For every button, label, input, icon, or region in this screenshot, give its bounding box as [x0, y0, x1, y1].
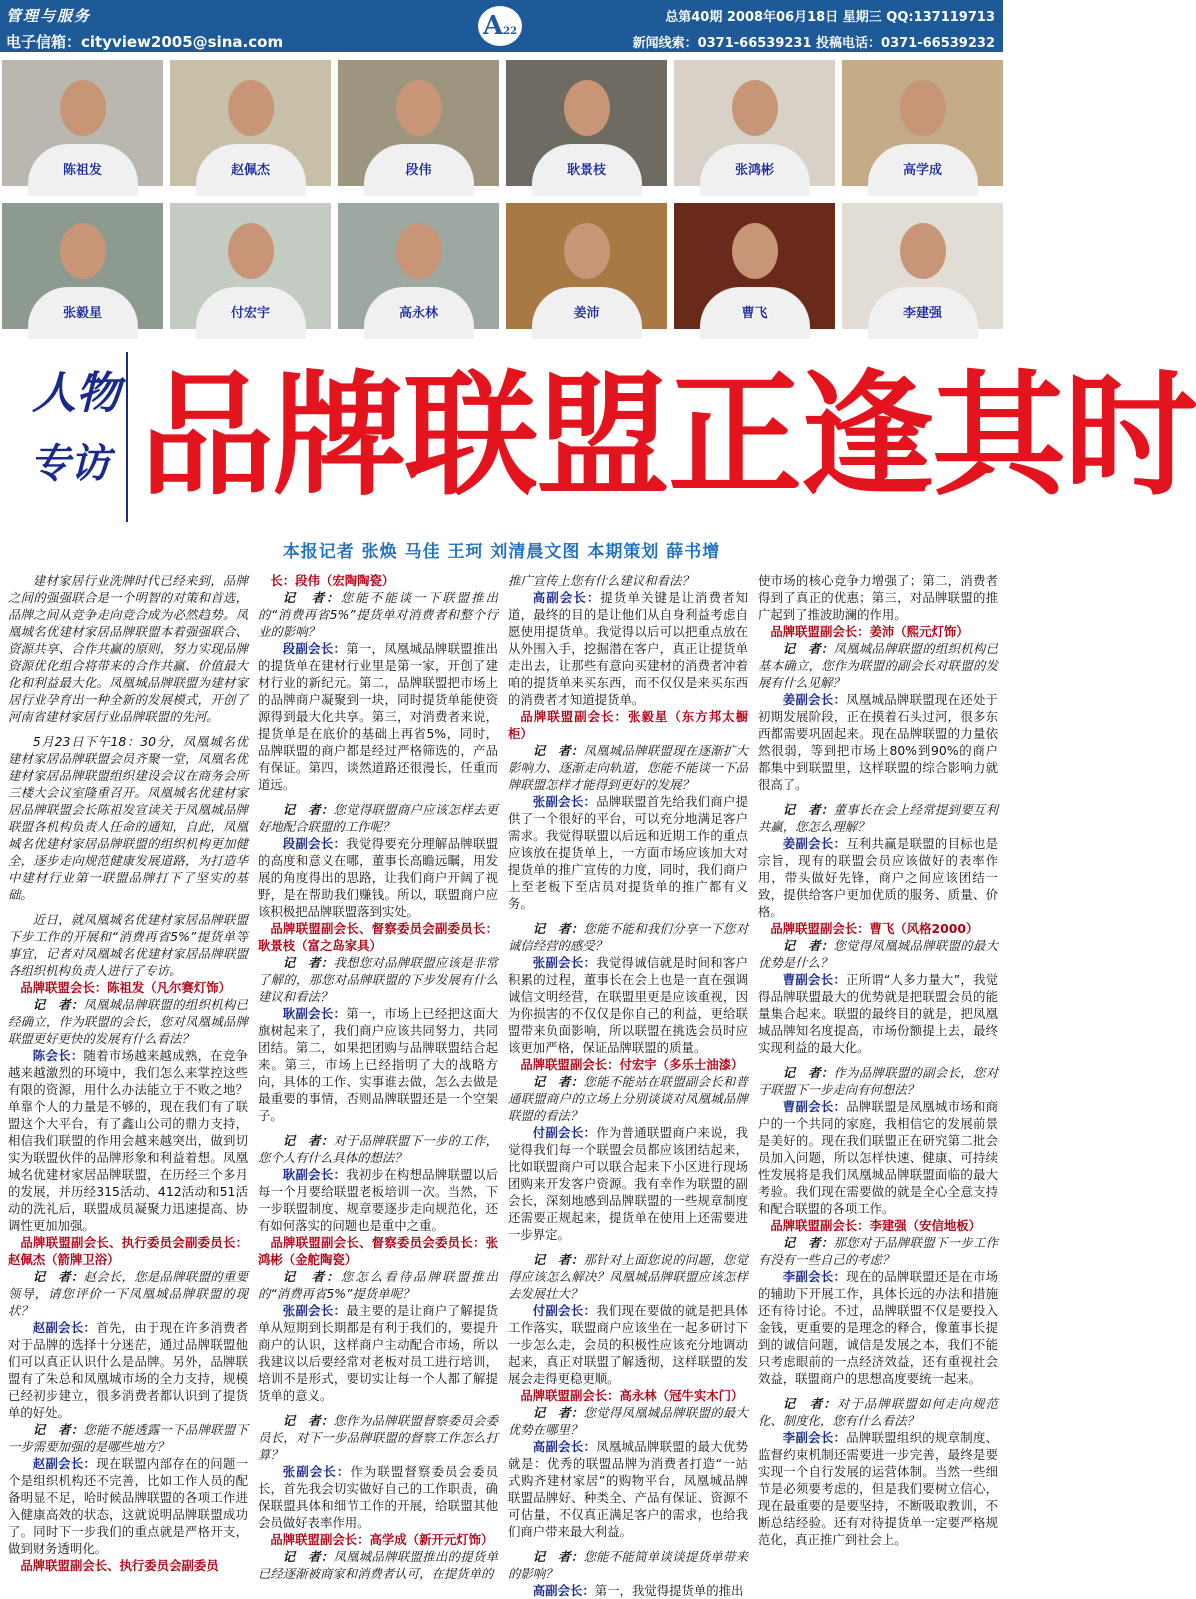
person-head-shape — [900, 223, 946, 279]
portrait-caption: 赵佩杰 — [230, 163, 270, 178]
section-heading: 品牌联盟副会长：高学成（新开元灯饰） — [270, 1532, 494, 1547]
question: 记 者：您能不能和我们分享一下您对诚信经营的感受？ — [508, 921, 748, 953]
section-heading: 品牌联盟副会长、执行委员会副委员 — [20, 1558, 219, 1573]
portrait-caption: 段伟 — [405, 163, 432, 178]
kicker-zhuanfang: 专访 — [30, 440, 110, 487]
person-head-shape — [60, 80, 106, 136]
portrait-photo — [338, 203, 499, 329]
question: 记 者：您觉得凤凰城品牌联盟的最大优势在哪里？ — [508, 1405, 748, 1437]
portrait-caption: 耿景枝 — [566, 163, 606, 178]
answer: 耿副会长：第一，市场上已经把这面大旗树起来了，我们商户应该共同努力，共同团结。第二，如果把团购与品牌联盟结合起来。第三，市场上已经指明了大的战略方向，具体的工作、实事谁去做，怎么去做是最重要的事情，否则品牌联盟还是一个空架子。 — [258, 1006, 499, 1123]
section-heading: 品牌联盟副会长、督察委员会委员长：张鸿彬（金舵陶瓷） — [258, 1235, 498, 1267]
hotline-line: 新闻线索：0371-66539231 投稿电话：0371-66539232 — [632, 36, 995, 51]
answer: 高副会长：提货单关键是让消费者知道，最终的目的是让他们从自身利益考虑自愿使用提货单。我觉得以后可以把重点放在从外围入手，挖掘潜在客户，真正让提货单走出去，让那些有意向买建材的消费者冲着咱的提货单来买东西，而不仅仅是来买东西的消费者才知道提货单。 — [508, 590, 749, 707]
question: 记 者：对于品牌联盟如何走向规范化、制度化，您有什么看法？ — [758, 1396, 999, 1428]
column-1 — [8, 572, 249, 1573]
column-4 — [758, 572, 999, 1547]
section-heading: 品牌联盟副会长：姜沛（熙元灯饰） — [770, 624, 969, 639]
answer: 段副会长：第一，凤凰城品牌联盟推出的提货单在建材行业里是第一家，开创了建材行业的新纪元。第二，品牌联盟把市场上的品牌商户凝聚到一块，同时提货单能使资源得到最大化共享。第三，对消费者来说，提货单是在底价的基础上再省5%，同时，品牌联盟的商户都是经过严格筛选的，产品有保证。第四，谈然道路还很漫长，任重而道远。 — [258, 641, 499, 792]
section-heading: 品牌联盟副会长：付宏宇（多乐士油漆） — [520, 1057, 744, 1072]
question: 记 者：对于品牌联盟下一步的工作，您个人有什么具体的想法？ — [258, 1133, 498, 1165]
answer: 姜副会长：凤凰城品牌联盟现在还处于初期发展阶段，正在摸着石头过河，很多东西都需要巩固起来。现在品牌联盟的力量依然很弱，等到把市场上80%到90%的商户都集中到联盟里，这样联盟的综合影响力就很高了。 — [758, 692, 999, 792]
answer: 段副会长：我觉得要充分理解品牌联盟的高度和意义在哪，董事长高瞻远瞩，用发展的角度得出的思路，让我们商户开阔了视野，是在帮助我们赚钱。所以，联盟商户应该积极把品牌联盟落到实处。 — [258, 836, 499, 919]
portrait-caption: 高永林 — [398, 306, 438, 321]
page-sub: 22 — [503, 26, 518, 37]
person-head-shape — [900, 80, 946, 136]
question: 推广宣传上您有什么建议和看法？ — [508, 573, 694, 588]
question: 记 者：您觉得联盟商户应该怎样去更好地配合联盟的工作呢？ — [258, 802, 498, 834]
portrait-caption: 付宏宇 — [230, 306, 270, 321]
column-3 — [508, 572, 749, 1598]
person-head-shape — [228, 80, 274, 136]
section-heading: 品牌联盟会长：陈祖发（凡尔赛灯饰） — [20, 980, 232, 995]
page-number-badge — [478, 6, 522, 46]
answer: 高副会长：凤凰城品牌联盟的最大优势就是：优秀的联盟品牌为消费者打造“一站式购齐建材家居”的购物平台，凤凰城品牌联盟品牌好、种类全、产品有保证、资源不可估量，不仅真正满足客户的需求，也给我们商户带来最大利益。 — [508, 1439, 749, 1539]
question: 记 者：您能不能谈一下联盟推出的“消费再省5%”提货单对消费者和整个行业的影响？ — [258, 590, 499, 639]
answer: 姜副会长：互利共赢是联盟的目标也是宗旨，现有的联盟会员应该做好的表率作用，带头做好先锋，商户之间应该团结一致，提供给客户更加优质的服务、质量、价格。 — [758, 836, 999, 919]
portrait-photo — [842, 203, 1003, 329]
portrait-photo — [506, 60, 667, 186]
portrait-photo — [338, 60, 499, 186]
answer: 李副会长：现在的品牌联盟还是在市场的辅助下开展工作，具体长远的办法和措施还有待讨论。不过，品牌联盟不仅是要投入金钱，更重要的是理念的释合，像董事长提到的诚信问题，诚信是发展之本，我们不能只考虑眼前的一点经济效益，还有重视社会效益，联盟商户的思想高度要统一起来。 — [758, 1269, 999, 1386]
column-2 — [258, 572, 499, 1581]
byline: 本报记者 张焕 马佳 王珂 刘清晨文图 本期策划 薛书增 — [282, 542, 721, 562]
question: 记 者：董事长在会上经常提到要互利共赢，您怎么理解？ — [758, 802, 998, 834]
answer: 高副会长：第一，我觉得提货单的推出 — [532, 1583, 744, 1598]
portrait-caption: 曹飞 — [741, 306, 768, 321]
portrait-photo — [2, 60, 163, 186]
answer: 曹副会长：品牌联盟是凤凰城市场和商户的一个共同的家庭，我相信它的发展前景是美好的。现在我们联盟正在研究第二批会员加入问题，所以怎样快速、健康、可持续性发展将是我们凤凰城品牌联盟面临的最大考验。我们现在需要做的就是全心全意支持和配合联盟的各项工作。 — [758, 1099, 999, 1216]
person-head-shape — [564, 223, 610, 279]
portrait-photo — [842, 60, 1003, 186]
question: 记 者：凤凰城品牌联盟的组织机构已基本确立，您作为联盟的副会长对联盟的发展有什么见解？ — [758, 641, 998, 690]
question: 记 者：凤凰城品牌联盟现在逐渐扩大影响力、逐渐走向轨道，您能不能谈一下品牌联盟怎样才能得到更好的发展？ — [508, 743, 748, 792]
section-heading: 品牌联盟副会长：张毅星（东方邦太橱柜） — [508, 709, 748, 741]
question: 记 者：我想您对品牌联盟应该是非常了解的，那您对品牌联盟的下步发展有什么建议和看法？ — [258, 955, 498, 1004]
portrait-caption: 李建强 — [902, 306, 942, 321]
portrait-photo — [506, 203, 667, 329]
portrait-photo — [674, 203, 835, 329]
title-divider — [126, 352, 128, 522]
question: 记 者：那您对于品牌联盟下一步工作有没有一些自己的考虑？ — [758, 1235, 998, 1267]
question: 记 者：您觉得凤凰城品牌联盟的最大优势是什么？ — [758, 938, 998, 970]
intro-paragraph: 建材家居行业洗牌时代已经来到，品牌之间的强强联合是一个明智的对策和首选，品牌之间从竞争走向竞合成为必然趋势。凤凰城名优建材家居品牌联盟本着强强联合、资源共享、合作共赢的原则，努力实现品牌资源优化组合将带来的合作共赢、价值最大化和利益最大化。凤凰城品牌联盟为建材家居行业孕育出一种全新的发展模式，开创了河南省建材家居行业品牌联盟的先河。 — [8, 573, 248, 724]
question: 记 者：作为品牌联盟的副会长，您对于联盟下一步走向有何想法？ — [758, 1065, 998, 1097]
portrait-caption: 张鸿彬 — [734, 163, 774, 178]
issue-line: 总第40期 2008年06月18日 星期三 QQ:137119713 — [665, 10, 995, 25]
section-title: 管理与服务 — [6, 7, 92, 25]
portrait-caption: 姜沛 — [573, 306, 600, 321]
question: 记 者：赵会长，您是品牌联盟的重要领导，请您评价一下凤凰城品牌联盟的现状？ — [8, 1269, 248, 1318]
answer: 张副会长：我觉得诚信就是时间和客户积累的过程，董事长在会上也是一直在强调诚信文明经营，在联盟里更是应该重视，因为你损害的不仅仅是你自己的利益，更给联盟带来负面影响，所以联盟在挑选会员时应该更加严格，保证品牌联盟的质量。 — [508, 955, 749, 1055]
intro-paragraph: 近日，就凤凰城名优建材家居品牌联盟下步工作的开展和“消费再省5%”提货单等事宜，记者对凤凰城名优建材家居品牌联盟各组织机构负责人进行了专访。 — [8, 912, 248, 978]
portrait-photo — [2, 203, 163, 329]
article-body — [8, 572, 999, 1598]
question: 记 者：您作为品牌联盟督察委员会委员长，对下一步品牌联盟的督察工作怎么打算？ — [258, 1413, 498, 1462]
answer: 付副会长：作为普通联盟商户来说，我觉得我们每一个联盟会员都应该团结起来，比如联盟商户可以联合起来下小区进行现场团购来开发客户资源。我有幸作为联盟的副会长，深刻地感到品牌联盟的一些规章制度还需要正规起来，提货单在使用上还需要进一步界定。 — [508, 1125, 749, 1242]
answer: 陈会长：随着市场越来越成熟，在竞争越来越激烈的环境中，我们怎么来掌控这些有限的资源，用什么办法能立于不败之地？单靠个人的力量是不够的，现在我们有了联盟这个大平台，有了鑫山公司的鼎力支持，相信我们联盟的作用会越来越突出，做到切实为联盟伙伴的品牌形象和利益着想。凤凰城名优建材家居品牌联盟，在历经三个多月的发展，并历经315活动、412活动和51活动的洗礼后，联盟成员凝聚力迅速提高、协调性更加加强。 — [8, 1048, 248, 1233]
section-heading: 品牌联盟副会长、执行委员会副委员长：赵佩杰（箭牌卫浴） — [8, 1235, 248, 1267]
portrait-photo — [674, 60, 835, 186]
question: 记 者：凤凰城品牌联盟的组织机构已经确立，作为联盟的会长，您对凤凰城品牌联盟更好更快的发展有什么看法？ — [8, 997, 248, 1046]
question: 记 者：那针对上面您说的问题，您觉得应该怎么解决？凤凰城品牌联盟应该怎样去发展壮大？ — [508, 1252, 748, 1301]
portrait-photo — [170, 203, 331, 329]
person-head-shape — [732, 223, 778, 279]
section-heading: 品牌联盟副会长：李建强（安信地板） — [770, 1218, 982, 1233]
page-letter: A — [482, 11, 504, 41]
portrait-caption: 陈祖发 — [62, 163, 102, 178]
answer: 赵副会长：现在联盟内部存在的问题一个是组织机构还不完善，比如工作人员的配备明显不足，哈时候品牌联盟的各项工作进入健康高效的状态，这就说明品牌联盟成功了。同时下一步我们的重点就是严格开支，做到财务透明化。 — [8, 1456, 249, 1556]
section-heading: 品牌联盟副会长：高永林（冠牛实木门） — [520, 1388, 744, 1403]
person-head-shape — [396, 80, 442, 136]
person-head-shape — [60, 223, 106, 279]
person-head-shape — [564, 80, 610, 136]
question: 记 者：您能不能简单谈谈提货单带来的影响？ — [508, 1549, 748, 1581]
portrait-caption: 高学成 — [902, 163, 942, 178]
question: 记 者：您怎么看待品牌联盟推出的“消费再省5%”提货单呢？ — [258, 1269, 499, 1301]
section-heading: 长：段伟（宏陶陶瓷） — [270, 573, 395, 588]
question: 记 者：凤凰城品牌联盟推出的提货单已经逐渐被商家和消费者认可，在提货单的 — [258, 1549, 498, 1581]
portrait-caption: 张毅星 — [62, 306, 102, 321]
intro-paragraph: 5月23日下午18：30分，凤凰城名优建材家居品牌联盟会员齐聚一堂，凤凰名优建材家居品牌联盟组织建设会议在商务会所三楼大会议室隆重召开。凤凰城名优建材家居品牌联盟会长陈祖发宣读关于凤凰城品牌联盟各机构负责人任命的通知，自此，凤凰城名优建材家居品牌联盟的组织机构更加健全，逐步走向规范健康发展道路，为打造华中建材行业第一联盟品牌打下了坚实的基础。 — [8, 734, 248, 902]
section-heading: 品牌联盟副会长：曹飞（风格2000） — [770, 921, 979, 936]
question: 记 者：您能不能站在联盟副会长和普通联盟商户的立场上分别谈谈对凤凰城品牌联盟的看法？ — [508, 1074, 748, 1123]
section-heading: 品牌联盟副会长、督察委员会副委员长：耿景枝（富之岛家具） — [258, 921, 498, 953]
answer: 使市场的核心竞争力增强了；第二，消费者得到了真正的优惠；第三，对品牌联盟的推广起到了推波助澜的作用。 — [758, 573, 998, 622]
answer: 耿副会长：我初步在构想品牌联盟以后每一个月要给联盟老板培训一次。当然，下一步联盟制度、规章要逐步走向规范化，还有如何落实的问题也是重中之重。 — [258, 1167, 499, 1233]
answer: 张副会长：最主要的是让商户了解提货单从短期到长期都是有利于我们的，要提升商户的认识，这样商户主动配合市场，所以我建议以后要经常对老板对员工进行培训，培训不是形式，要切实让每一个人都了解提货单的意义。 — [258, 1303, 499, 1403]
answer: 李副会长：品牌联盟组织的规章制度、监督约束机制还需要进一步完善，最终是要实现一个自行发展的运营体制。当然一些细节是必须要考虑的，但是我们要树立信心，现在最重要的是要坚持，不断吸取教训，不断总结经验。还有对待提货单一定要严格规范化，真正推广到社会上。 — [758, 1430, 999, 1547]
question: 记 者：您能不能透露一下品牌联盟下一步需要加强的是哪些地方？ — [8, 1422, 248, 1454]
person-head-shape — [228, 223, 274, 279]
answer: 赵副会长：首先，由于现在许多消费者对于品牌的选择十分迷茫，通过品牌联盟他们可以真正认识什么是品牌。另外，品牌联盟有了朱总和凤凰城市场的全力支持，规模已经初步建立，很多消费者都认识到了提货单的好处。 — [8, 1320, 249, 1420]
page-header — [0, 0, 1003, 52]
answer: 张副会长：作为联盟督察委员会委员长，首先我会切实做好自己的工作职责，确保联盟具体和细节工作的开展，给联盟其他会员做好表率作用。 — [258, 1464, 499, 1530]
person-head-shape — [732, 80, 778, 136]
email-line: 电子信箱：cityview2005@sina.com — [6, 33, 284, 51]
answer: 曹副会长：正所谓“人多力量大”，我觉得品牌联盟最大的优势就是把联盟会员的能量集合起来。联盟的最终目的就是，把凤凰城品牌知名度提高，市场份额提上去，最终实现利益的最大化。 — [758, 972, 999, 1055]
kicker-renwu: 人物 — [32, 368, 120, 419]
portrait-photo — [170, 60, 331, 186]
answer: 付副会长：我们现在要做的就是把具体工作落实，联盟商户应该坐在一起多研讨下一步怎么走，会员的积极性应该充分地调动起来，真正对联盟了解透彻，这样联盟的发展会走得更稳更顺。 — [508, 1303, 749, 1386]
headline: 品牌联盟正逢其时 — [140, 358, 1196, 514]
answer: 张副会长：品牌联盟首先给我们商户提供了一个很好的平台，可以充分地满足客户需求。我觉得联盟以后远和近期工作的重点应该放在提货单上，一方面市场应该加大对提货单的推广宣传的力度，同时，我们商户上至老板下至店员对提货单的推广都有义务。 — [508, 794, 749, 911]
person-head-shape — [396, 223, 442, 279]
